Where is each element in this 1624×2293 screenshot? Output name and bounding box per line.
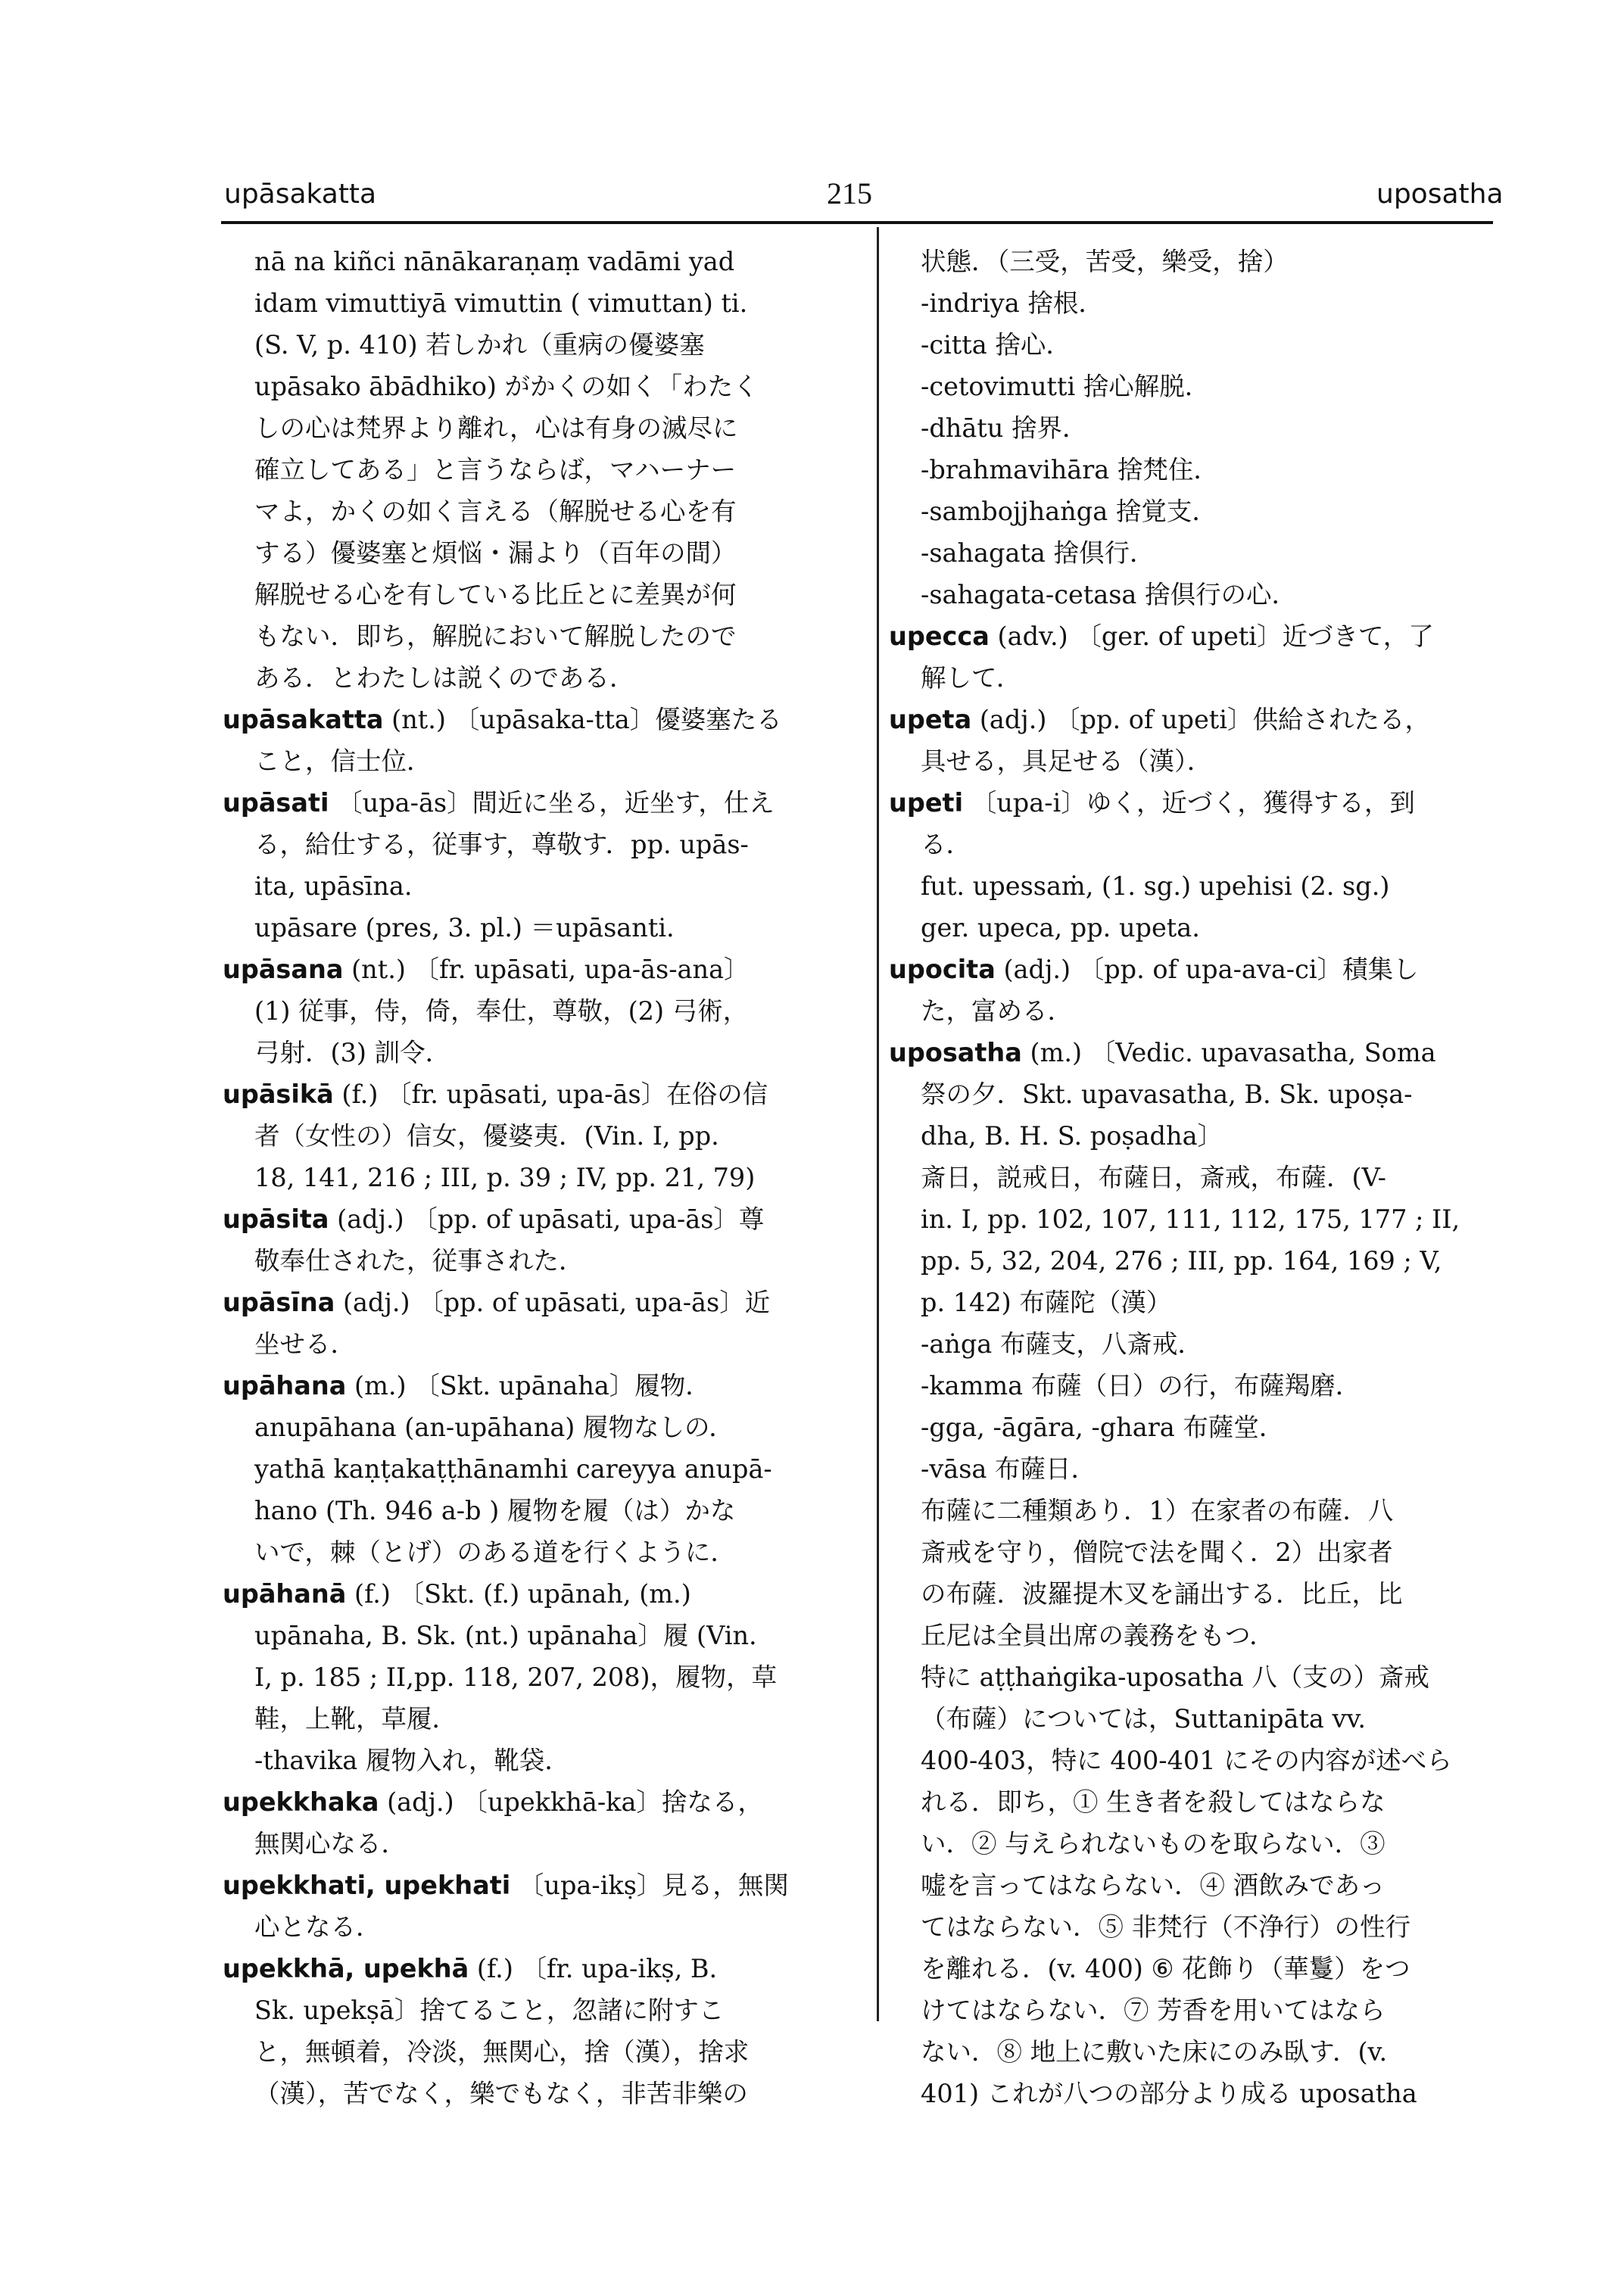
entry-head-line	[889, 782, 1504, 824]
headword: upāsita	[223, 1204, 329, 1234]
entry-text: I, p. 185 ; II,pp. 118, 207, 208)，履物，草	[254, 1662, 778, 1692]
entry-text: 斎日，説戒日，布薩日，斎戒，布薩．(V-	[921, 1163, 1387, 1192]
entry-line	[223, 657, 828, 699]
entry-text: 400-403，特に 400-401 にその内容が述べら	[921, 1746, 1452, 1775]
entry-text: (nt.) 〔upāsaka-tta〕優婆塞たる	[383, 705, 782, 734]
entry-text: hano (Th. 946 a-b ) 履物を履（は）かな	[254, 1496, 736, 1525]
entry-text: マよ，かくの如く言える（解脱せる心を有	[254, 497, 737, 526]
entry-text: (m.) 〔Skt. upānaha〕履物．	[346, 1371, 711, 1400]
entry-text: ない．⑧ 地上に敷いた床にのみ臥す．(v.	[921, 2037, 1388, 2067]
entry-text: 坐せる．	[254, 1329, 356, 1359]
entry-line	[223, 1989, 828, 2031]
entry-text: 状態．（三受，苦受，樂受，捨）	[921, 247, 1289, 276]
entry-line	[223, 1407, 828, 1448]
entry-line	[889, 1115, 1504, 1157]
entry-line	[223, 407, 828, 449]
headword: upāsana	[223, 955, 344, 984]
entry-line	[223, 1032, 828, 1073]
headword: upāsati	[223, 788, 329, 818]
entry-text: (adv.) 〔ger. of upeti〕近づきて，了	[989, 622, 1434, 651]
entry-line	[223, 824, 828, 865]
entry-text: anupāhana (an-upāhana) 履物なしの．	[254, 1413, 734, 1442]
headword: upāsikā	[223, 1080, 334, 1109]
entry-text: -aṅga 布薩支，八斎戒．	[921, 1329, 1203, 1359]
entry-text: -citta 捨心．	[921, 330, 1071, 360]
headword: upecca	[889, 622, 990, 651]
entry-text: 特に aṭṭhaṅgika-uposatha 八（支の）斎戒	[921, 1662, 1429, 1692]
entry-text: dha, B. H. S. poṣadha〕	[921, 1121, 1223, 1151]
entry-text: 鞋，上靴，草履．	[254, 1704, 457, 1734]
running-head-left: upāsakatta	[224, 179, 377, 210]
entry-line	[889, 1823, 1504, 1865]
entry-text: -kamma 布薩（日）の行，布薩羯磨．	[921, 1371, 1361, 1400]
entry-text: てはならない．⑤ 非梵行（不浄行）の性行	[921, 1912, 1411, 1942]
entry-text: い．② 与えられないものを取らない．③	[921, 1829, 1386, 1858]
headword: upekkhaka	[223, 1787, 379, 1817]
entry-line	[223, 990, 828, 1032]
running-head-right: uposatha	[1376, 179, 1504, 210]
entry-head-line	[223, 1948, 828, 1989]
entry-line	[223, 1740, 828, 1781]
entry-line	[223, 865, 828, 907]
left-column	[223, 241, 828, 2114]
entry-text: (f.) 〔Skt. (f.) upānah, (m.)	[346, 1579, 691, 1609]
entry-line	[223, 1240, 828, 1282]
entry-text: (adj.) 〔pp. of upāsati, upa-ās〕近	[335, 1288, 771, 1317]
entry-line	[223, 2031, 828, 2073]
entry-line	[889, 1698, 1504, 1740]
entry-line	[223, 1656, 828, 1698]
entry-text: 〔upa-i〕ゆく，近づく，獲得する，到	[963, 788, 1415, 818]
entry-line	[223, 324, 828, 366]
entry-line	[889, 1365, 1504, 1407]
entry-head-line	[223, 1198, 828, 1240]
entry-text: 心となる．	[254, 1912, 382, 1942]
entry-text: -cetovimutti 捨心解脱．	[921, 372, 1211, 401]
entry-text: -dhātu 捨界．	[921, 413, 1088, 443]
entry-text: 解して．	[921, 663, 1022, 693]
entry-line	[889, 2031, 1504, 2073]
entry-text: 敬奉仕された，従事された．	[254, 1246, 584, 1276]
entry-line	[223, 491, 828, 532]
entry-text: と，無頓着，冷淡，無関心，捨（漢），捨求	[254, 2037, 750, 2067]
entry-text: nā na kiñci nānākaraṇaṃ vadāmi yad	[254, 247, 735, 276]
entry-head-line	[223, 1573, 828, 1615]
entry-text: 〔upa-ikṣ〕見る，無関	[510, 1871, 789, 1900]
entry-line	[223, 449, 828, 491]
entry-text: いで，棘（とげ）のある道を行くように．	[254, 1537, 736, 1567]
entry-line	[889, 1989, 1504, 2031]
entry-line	[223, 1823, 828, 1865]
header-rule	[221, 221, 1493, 224]
entry-line	[223, 1115, 828, 1157]
entry-text: -gga, -āgāra, -ghara 布薩堂．	[921, 1413, 1285, 1442]
entry-text: (adj.) 〔upekkhā-ka〕捨なる，	[379, 1787, 763, 1817]
entry-text: （漢），苦でなく，樂でもなく，非苦非樂の	[254, 2079, 748, 2108]
entry-text: 具せる，具足せる（漢）．	[921, 746, 1213, 776]
entry-text: upānaha, B. Sk. (nt.) upānaha〕履 (Vin.	[254, 1621, 757, 1650]
entry-text: in. I, pp. 102, 107, 111, 112, 175, 177 ; II,	[921, 1204, 1460, 1234]
entry-text: 18, 141, 216 ; III, p. 39 ; IV, pp. 21, 79)	[254, 1163, 756, 1192]
entry-head-line	[889, 949, 1504, 990]
entry-text: の布薩．波羅提木叉を誦出する．比丘，比	[921, 1579, 1403, 1609]
entry-line	[889, 865, 1504, 907]
entry-text: ある．とわたしは説くのである．	[254, 663, 635, 693]
entry-text: 401) これが八つの部分より成る uposatha	[921, 2079, 1417, 2108]
entry-line	[223, 366, 828, 407]
entry-line	[889, 532, 1504, 574]
headword: uposatha	[889, 1038, 1022, 1067]
entry-line	[223, 1448, 828, 1490]
entry-text: を離れる．(v. 400) ⑥ 花飾り（華鬘）をつ	[921, 1954, 1410, 1983]
entry-head-line	[889, 1032, 1504, 1073]
entry-text: Sk. upekṣā〕捨てること，忽諸に附すこ	[254, 1995, 725, 2025]
entry-line	[889, 1531, 1504, 1573]
entry-line	[889, 990, 1504, 1032]
entry-text: -vāsa 布薩日．	[921, 1454, 1097, 1484]
entry-line	[223, 1490, 828, 1531]
entry-text: 無関心なる．	[254, 1829, 407, 1858]
entry-text: -indriya 捨根．	[921, 288, 1104, 318]
entry-line	[889, 657, 1504, 699]
entry-text: upāsako ābādhiko) がかくの如く「わたく	[254, 372, 759, 401]
entry-line	[889, 1157, 1504, 1198]
entry-line	[889, 1240, 1504, 1282]
entry-text: 斎戒を守り，僧院で法を聞く．2）出家者	[921, 1537, 1393, 1567]
entry-line	[889, 1323, 1504, 1365]
entry-text: (adj.) 〔pp. of upeti〕供給されたる，	[971, 705, 1430, 734]
headword: upocita	[889, 955, 996, 984]
entry-text: (adj.) 〔pp. of upāsati, upa-ās〕尊	[329, 1204, 765, 1234]
right-column	[889, 241, 1504, 2114]
entry-line	[223, 615, 828, 657]
entry-line	[889, 282, 1504, 324]
entry-line	[223, 1906, 828, 1948]
entry-line	[223, 1157, 828, 1198]
entry-text: する）優婆塞と煩悩・漏より（百年の間）	[254, 538, 737, 568]
entry-text: (f.) 〔fr. upa-ikṣ, B.	[469, 1954, 718, 1983]
entry-head-line	[223, 1365, 828, 1407]
entry-text: (nt.) 〔fr. upāsati, upa-ās-ana〕	[343, 955, 750, 984]
entry-line	[889, 740, 1504, 782]
page-number: 215	[827, 176, 872, 210]
entry-text: -sahagata 捨倶行．	[921, 538, 1155, 568]
entry-text: 〔upa-ās〕間近に坐る，近坐す，仕え	[329, 788, 775, 818]
headword: upāhanā	[223, 1579, 347, 1609]
entry-line	[889, 1615, 1504, 1656]
entry-text: しの心は梵界より離れ，心は有身の滅尽に	[254, 413, 738, 443]
entry-text: yathā kaṇṭakaṭṭhānamhi careyya anupā-	[254, 1454, 772, 1484]
entry-text: る．	[921, 830, 971, 859]
entry-text: -brahmavihāra 捨梵住．	[921, 455, 1219, 484]
entry-text: 弓射．(3) 訓令．	[254, 1038, 451, 1067]
entry-text: もない．即ち，解脱において解脱したので	[254, 622, 737, 651]
headword: upāhana	[223, 1371, 347, 1400]
entry-text: ger. upeca, pp. upeta.	[921, 913, 1200, 942]
entry-text: idam vimuttiyā vimuttin ( vimuttan) ti.	[254, 288, 748, 318]
entry-line	[889, 366, 1504, 407]
entry-line	[223, 574, 828, 615]
entry-text: た，富める．	[921, 996, 1073, 1026]
entry-head-line	[223, 1781, 828, 1823]
entry-text: る，給仕する，従事す，尊敬す．pp. upās-	[254, 830, 749, 859]
entry-text: (1) 従事，侍，倚，奉仕，尊敬，(2) 弓術，	[254, 996, 749, 1026]
entry-line	[889, 1948, 1504, 1989]
headword: upekkhati, upekhati	[223, 1871, 511, 1900]
entry-line	[889, 1656, 1504, 1698]
entry-line	[223, 1698, 828, 1740]
entry-line	[223, 282, 828, 324]
entry-line	[223, 532, 828, 574]
entry-text: 確立してある」と言うならば，マハーナー	[254, 455, 737, 484]
entry-text: （布薩）については，Suttanipāta vv.	[921, 1704, 1367, 1734]
headword: upeta	[889, 705, 972, 734]
entry-line	[889, 1073, 1504, 1115]
entry-head-line	[223, 1282, 828, 1323]
entry-text: (f.) 〔fr. upāsati, upa-ās〕在俗の信	[333, 1080, 768, 1109]
column-divider	[877, 227, 879, 2021]
entry-text: れる．即ち，① 生き者を殺してはならな	[921, 1787, 1386, 1817]
entry-text: (S. V, p. 410) 若しかれ（重病の優婆塞	[254, 330, 705, 360]
entry-line	[889, 491, 1504, 532]
entry-line	[223, 1323, 828, 1365]
entry-text: 祭の夕．Skt. upavasatha, B. Sk. upoṣa-	[921, 1080, 1413, 1109]
entry-text: -thavika 履物入れ，靴袋．	[254, 1746, 570, 1775]
entry-text: p. 142) 布薩陀（漢）	[921, 1288, 1172, 1317]
entry-line	[889, 1573, 1504, 1615]
entry-text: 者（女性の）信女，優婆夷．(Vin. I, pp.	[254, 1121, 719, 1151]
entry-head-line	[889, 615, 1504, 657]
headword: upekkhā, upekhā	[223, 1954, 469, 1983]
entry-text: 布薩に二種類あり．1）在家者の布薩．八	[921, 1496, 1394, 1525]
entry-head-line	[223, 1073, 828, 1115]
entry-head-line	[223, 1865, 828, 1906]
entry-line	[889, 407, 1504, 449]
entry-head-line	[889, 699, 1504, 740]
entry-line	[223, 241, 828, 282]
entry-text: 解脱せる心を有している比丘とに差異が何	[254, 580, 737, 609]
entry-head-line	[223, 949, 828, 990]
entry-text: 嘘を言ってはならない．④ 酒飲みであっ	[921, 1871, 1386, 1900]
entry-line	[223, 740, 828, 782]
entry-line	[223, 1531, 828, 1573]
entry-line	[889, 907, 1504, 949]
entry-line	[889, 1282, 1504, 1323]
headword: upāsakatta	[223, 705, 384, 734]
entry-text: -sahagata-cetasa 捨倶行の心．	[921, 580, 1298, 609]
entry-line	[889, 2073, 1504, 2114]
entry-line	[889, 241, 1504, 282]
entry-line	[223, 2073, 828, 2114]
entry-line	[223, 907, 828, 949]
entry-text: ita, upāsīna.	[254, 871, 413, 901]
entry-line	[889, 1740, 1504, 1781]
entry-line	[889, 1448, 1504, 1490]
entry-line	[889, 1906, 1504, 1948]
entry-text: こと，信士位．	[254, 746, 432, 776]
entry-text: (m.) 〔Vedic. upavasatha, Soma	[1021, 1038, 1436, 1067]
entry-head-line	[223, 782, 828, 824]
entry-text: けてはならない．⑦ 芳香を用いてはなら	[921, 1995, 1386, 2025]
entry-text: (adj.) 〔pp. of upa-ava-ci〕積集し	[995, 955, 1419, 984]
entry-line	[889, 1198, 1504, 1240]
entry-text: fut. upessaṁ, (1. sg.) upehisi (2. sg.)	[921, 871, 1390, 901]
entry-line	[889, 824, 1504, 865]
entry-text: upāsare (pres, 3. pl.) ＝upāsanti.	[254, 913, 675, 942]
entry-line	[889, 1781, 1504, 1823]
headword: upeti	[889, 788, 964, 818]
entry-text: 丘尼は全員出席の義務をもつ．	[921, 1621, 1275, 1650]
entry-line	[889, 1865, 1504, 1906]
headword: upāsīna	[223, 1288, 335, 1317]
entry-line	[889, 449, 1504, 491]
entry-line	[223, 1615, 828, 1656]
entry-line	[889, 1490, 1504, 1531]
entry-text: -sambojjhaṅga 捨覚支．	[921, 497, 1217, 526]
entry-text: pp. 5, 32, 204, 276 ; III, pp. 164, 169 ; V,	[921, 1246, 1442, 1276]
entry-line	[889, 1407, 1504, 1448]
entry-head-line	[223, 699, 828, 740]
entry-line	[889, 574, 1504, 615]
entry-line	[889, 324, 1504, 366]
